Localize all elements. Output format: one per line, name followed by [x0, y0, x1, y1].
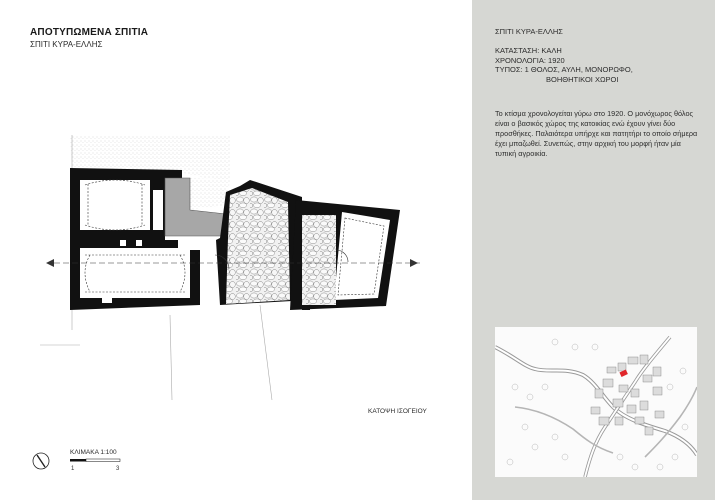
context-line — [260, 305, 272, 400]
scale-bar — [70, 458, 130, 476]
courtyard-paving — [226, 188, 290, 304]
info-type-continued: ΒΟΗΘΗΤΙΚΟΙ ΧΩΡΟΙ — [546, 74, 619, 84]
info-type: ΤΥΠΟΣ: 1 ΘΟΛΟΣ, ΑΥΛΗ, ΜΟΝΟΡΩΦΟ, — [495, 65, 633, 74]
wall-niche — [136, 240, 142, 246]
scale-tick-3: 3 — [116, 466, 120, 472]
doorway — [153, 190, 163, 230]
wall-niche — [120, 240, 126, 246]
info-block — [495, 46, 633, 84]
plan-caption: ΚΑΤΟΨΗ ΙΣΟΓΕΙΟΥ — [368, 408, 427, 415]
page-title: ΑΠΟΤΥΠΩΜΕΝΑ ΣΠΙΤΙΑ — [30, 27, 149, 38]
north-arrow-icon — [32, 452, 50, 470]
description-paragraph: Το κτίσμα χρονολογείται γύρω στο 1920. Ο μονόχωρος θόλος είναι ο βασικός χώρος της κατοικίας ενώ έχουν γίνει δύο προσθήκες. Παλαιότερα υπήρχε και πατητήρι το οποίο σήμερα έχει μπαζωθεί. Συνεπώς, στην αρχική του μορφή ήταν μία τυπική αγροικία. — [495, 109, 698, 158]
floor-plan-drawing — [40, 100, 470, 400]
section-marker — [46, 259, 54, 267]
room-lower-left — [80, 248, 190, 298]
info-condition: ΚΑΤΑΣΤΑΣΗ: ΚΑΛΗ — [495, 46, 562, 55]
room-upper-left — [80, 180, 150, 230]
terrain-hatch — [190, 178, 230, 210]
page-subtitle: ΣΠΙΤΙ ΚΥΡΑ-ΕΛΛΗΣ — [30, 40, 103, 49]
location-map — [495, 327, 697, 477]
scale-label: ΚΛΙΜΑΚΑ 1:100 — [70, 449, 117, 456]
info-title: ΣΠΙΤΙ ΚΥΡΑ-ΕΛΛΗΣ — [495, 27, 563, 36]
context-line — [170, 315, 172, 400]
section-marker — [410, 259, 418, 267]
courtyard-paving — [302, 215, 336, 305]
scale-tick-1: 1 — [71, 466, 75, 472]
wall-niche — [102, 298, 112, 303]
info-dating: ΧΡΟΝΟΛΟΓΙΑ: 1920 — [495, 55, 565, 65]
